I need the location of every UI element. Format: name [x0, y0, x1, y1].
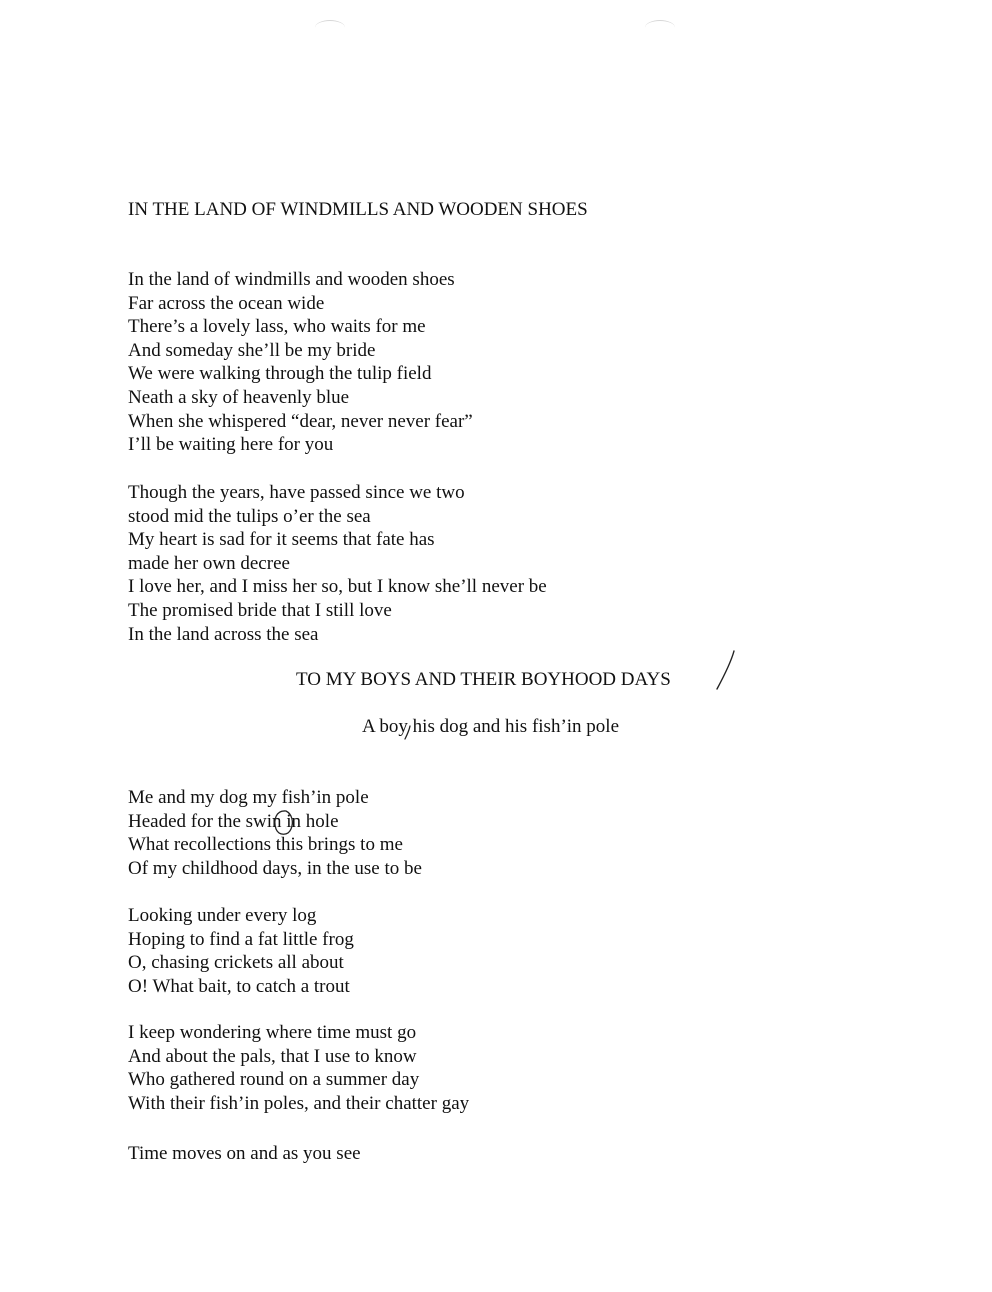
poem-line: I love her, and I miss her so, but I know she’ll never be [128, 576, 547, 598]
poem2-stanza-1 [128, 786, 422, 880]
poem2-title: TO MY BOYS AND THEIR BOYHOOD DAYS [296, 669, 671, 690]
poem2-stanza-4 [128, 1142, 361, 1166]
poem-line: made her own decree [128, 552, 290, 574]
poem1-title: IN THE LAND OF WINDMILLS AND WOODEN SHOES [128, 199, 588, 220]
poem-line: With their fish’in poles, and their chatter gay [128, 1092, 470, 1114]
poem-line: Time moves on and as you see [128, 1143, 361, 1164]
poem-line: stood mid the tulips o’er the sea [128, 505, 371, 527]
poem-line: Hoping to find a fat little frog [128, 928, 354, 950]
poem-line: Though the years, have passed since we two [128, 482, 465, 503]
poem-line: There’s a lovely lass, who waits for me [128, 316, 426, 338]
poem-line: O! What bait, to catch a trout [128, 975, 350, 997]
poem-line: Far across the ocean wide [128, 292, 325, 314]
poem-line: Neath a sky of heavenly blue [128, 386, 350, 408]
poem-line: What recollections this brings to me [128, 834, 403, 856]
poem2-stanza-3 [128, 1021, 469, 1115]
poem-line: Of my childhood days, in the use to be [128, 857, 422, 879]
poem-line: We were walking through the tulip field [128, 363, 432, 385]
poem2-subtitle: A boy his dog and his fish’in pole [362, 716, 620, 737]
poem-line: The promised bride that I still love [128, 599, 392, 621]
poem-line: I keep wondering where time must go [128, 1022, 417, 1043]
poem-line: When she whispered “dear, never never fear” [128, 410, 473, 432]
poem2-stanza-2 [128, 904, 354, 998]
poem-line: Headed for the swin in hole [128, 810, 339, 832]
poem-line: Me and my dog my fish’in pole [128, 787, 369, 808]
poem-line: Who gathered round on a summer day [128, 1069, 420, 1091]
poem-line: And someday she’ll be my bride [128, 339, 376, 361]
poem-line: In the land across the sea [128, 623, 319, 645]
poem-line: And about the pals, that I use to know [128, 1045, 417, 1067]
poem1-stanza-1 [128, 268, 473, 457]
poem-line: In the land of windmills and wooden shoes [128, 269, 455, 290]
poem-line: My heart is sad for it seems that fate has [128, 529, 435, 551]
poem-line: Looking under every log [128, 905, 317, 926]
punch-hole-right [645, 20, 675, 35]
handwritten-check-mark [712, 648, 742, 694]
punch-hole-left [315, 20, 345, 35]
poem-line: O, chasing crickets all about [128, 952, 344, 974]
poem-line: I’ll be waiting here for you [128, 434, 334, 456]
poem1-stanza-2 [128, 481, 547, 646]
